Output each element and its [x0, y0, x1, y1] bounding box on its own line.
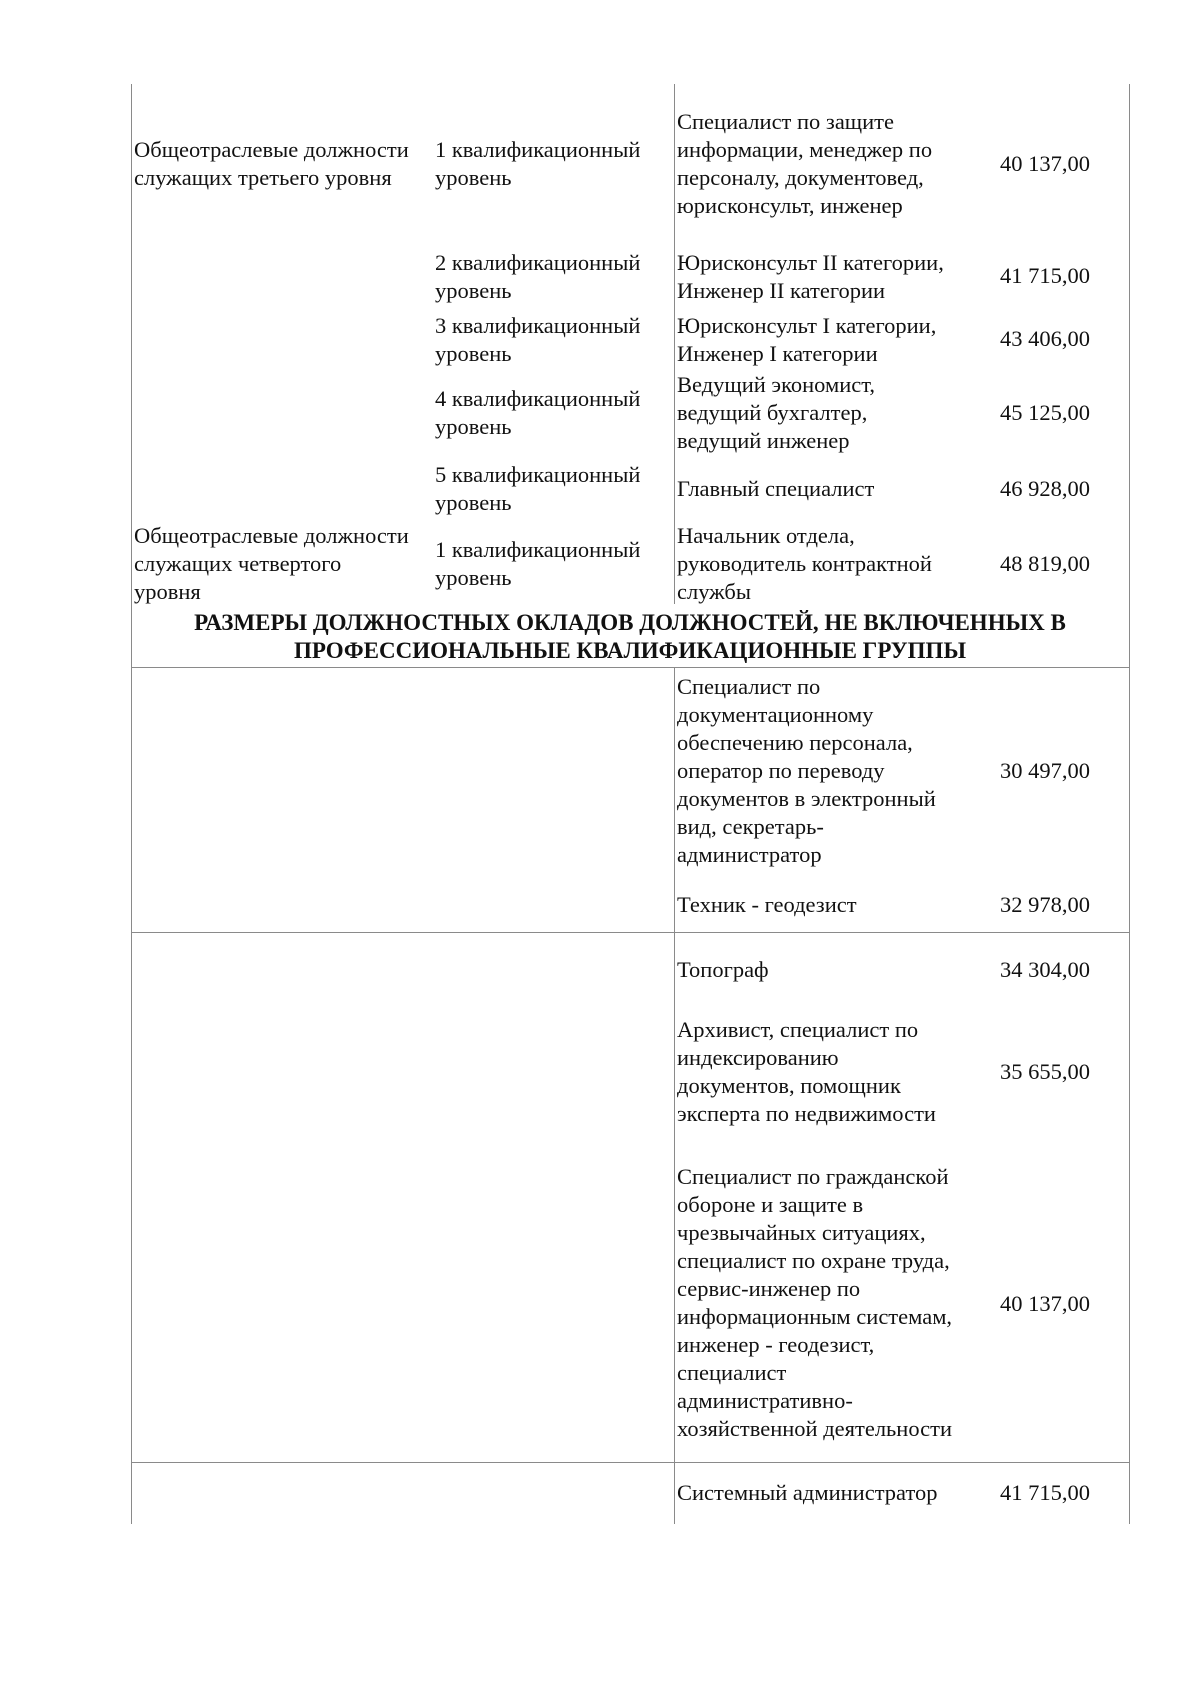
- level-cell: 1 квалификационный уровень: [435, 537, 641, 590]
- group-divider-2: [131, 1462, 1129, 1463]
- salary-cell: 41 715,00: [1000, 263, 1090, 288]
- salary-cell: 35 655,00: [1000, 1059, 1090, 1084]
- group-cell: Общеотраслевые должности служащих четвертого уровня: [134, 523, 409, 604]
- section-header-bottom-line: [131, 667, 1129, 668]
- salary-cell: 34 304,00: [1000, 957, 1090, 982]
- level-cell: 3 квалификационный уровень: [435, 313, 641, 366]
- salary-cell: 32 978,00: [1000, 892, 1090, 917]
- salary-cell: 43 406,00: [1000, 326, 1090, 351]
- salary-cell: 45 125,00: [1000, 400, 1090, 425]
- positions-cell: Специалист по гражданской обороне и защите в чрезвычайных ситуациях, специалист по охране труда, сервис-инженер по информационным системам, инженер - геодезист, специалист административно- хозяйственной деятельности: [677, 1164, 953, 1441]
- salary-cell: 30 497,00: [1000, 758, 1090, 783]
- positions-column-divider-upper: [674, 84, 675, 604]
- positions-cell: Топограф: [677, 957, 769, 982]
- salary-cell: 40 137,00: [1000, 151, 1090, 176]
- section-header: РАЗМЕРЫ ДОЛЖНОСТНЫХ ОКЛАДОВ ДОЛЖНОСТЕЙ, НЕ ВКЛЮЧЕННЫХ В ПРОФЕССИОНАЛЬНЫЕ КВАЛИФИКАЦИОННЫЕ ГРУППЫ: [194, 610, 1066, 663]
- group-cell: Общеотраслевые должности служащих третьего уровня: [134, 137, 409, 190]
- positions-cell: Специалист по документационному обеспечению персонала, оператор по переводу документов в электронный вид, секретарь- администратор: [677, 674, 936, 867]
- level-cell: 2 квалификационный уровень: [435, 250, 641, 303]
- salary-cell: 48 819,00: [1000, 551, 1090, 576]
- positions-cell: Специалист по защите информации, менеджер по персоналу, документовед, юрисконсульт, инженер: [677, 109, 933, 218]
- salary-cell: 46 928,00: [1000, 476, 1090, 501]
- positions-cell: Юрисконсульт II категории, Инженер II категории: [677, 250, 944, 303]
- level-cell: 4 квалификационный уровень: [435, 386, 641, 439]
- level-cell: 1 квалификационный уровень: [435, 137, 641, 190]
- table-right-border: [1129, 84, 1130, 1524]
- positions-cell: Ведущий экономист, ведущий бухгалтер, ведущий инженер: [677, 372, 876, 453]
- positions-cell: Юрисконсульт I категории, Инженер I категории: [677, 313, 937, 366]
- positions-cell: Системный администратор: [677, 1480, 938, 1505]
- positions-cell: Архивист, специалист по индексированию документов, помощник эксперта по недвижимости: [677, 1017, 936, 1126]
- positions-column-divider-lower: [674, 667, 675, 1524]
- level-cell: 5 квалификационный уровень: [435, 462, 641, 515]
- positions-cell: Главный специалист: [677, 476, 875, 501]
- positions-cell: Техник - геодезист: [677, 892, 857, 917]
- positions-cell: Начальник отдела, руководитель контрактной службы: [677, 523, 932, 604]
- table-left-border: [131, 84, 132, 1524]
- salary-cell: 41 715,00: [1000, 1480, 1090, 1505]
- group-divider-1: [131, 932, 1129, 933]
- salary-cell: 40 137,00: [1000, 1291, 1090, 1316]
